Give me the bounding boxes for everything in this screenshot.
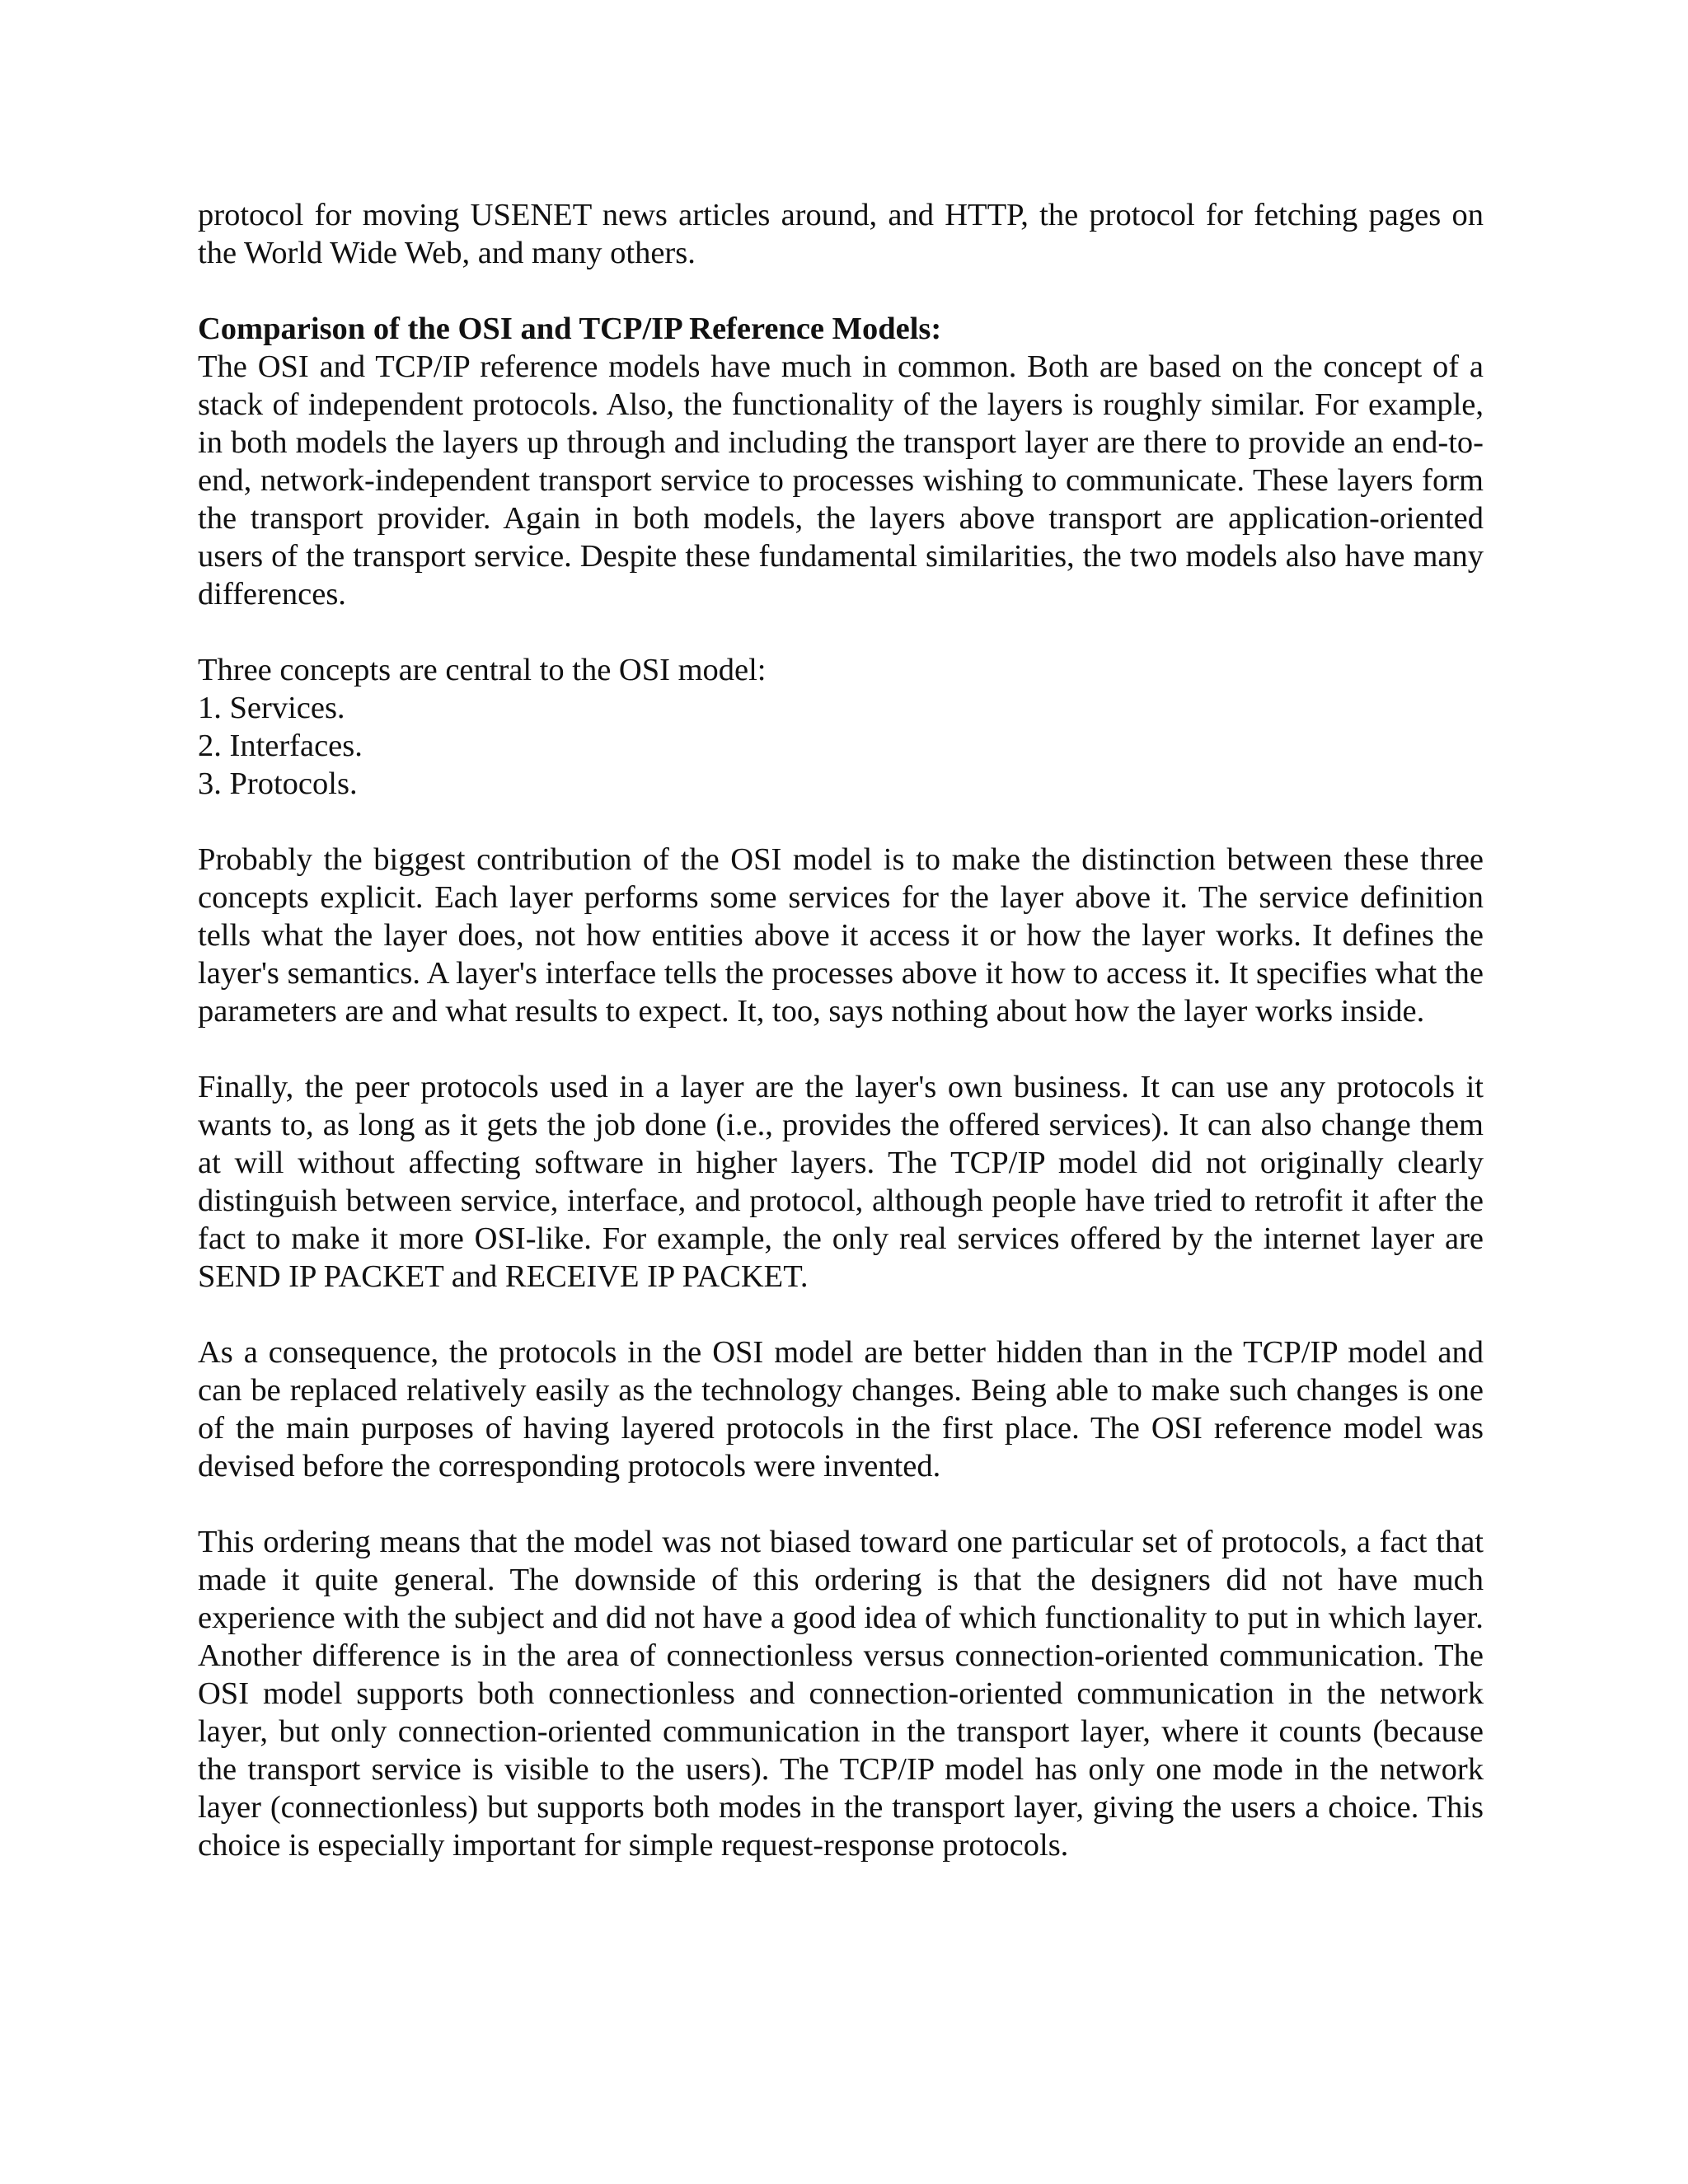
consequence-paragraph: As a consequence, the protocols in the OSI model are better hidden than in the TCP/IP model and can be replaced relatively easily as the technology changes. Being able to make such changes is one of the main purposes of having layered protocols in the first place. The OSI reference model was devised before the corresponding protocols were invented. (198, 1335, 1484, 1483)
intro-paragraph: protocol for moving USENET news articles around, and HTTP, the protocol for fetching pages on the World Wide Web, and many others. (198, 198, 1484, 270)
concepts-intro: Three concepts are central to the OSI model: (198, 653, 767, 687)
distinction-paragraph: Probably the biggest contribution of the OSI model is to make the distinction between these three concepts explicit. Each layer performs some services for the layer above it. The service definition tells what the layer does, not how entities above it access it or how the layer works. It defines the layer's semantics. A layer's interface tells the processes above it how to access it. It specifies what the parameters are and what results to expect. It, too, says nothing about how the layer works inside. (198, 842, 1484, 1029)
peer-protocols-paragraph: Finally, the peer protocols used in a layer are the layer's own business. It can use any protocols it wants to, as long as it gets the job done (i.e., provides the offered services). It can also change them at will without affecting software in higher layers. The TCP/IP model did not originally clearly distinguish between service, interface, and protocol, although people have tried to retrofit it after the fact to make it more OSI-like. For example, the only real services offered by the internet layer are SEND IP PACKET and RECEIVE IP PACKET. (198, 1070, 1484, 1294)
concepts-list (198, 689, 1484, 803)
list-item: 3. Protocols. (198, 766, 358, 801)
document-page (198, 196, 1484, 1864)
connectionless-paragraph: Another difference is in the area of connectionless versus connection-oriented communication. The OSI model supports both connectionless and connection-oriented communication in the network layer, but only connection-oriented communication in the transport layer, where it counts (because the transport service is visible to the users). The TCP/IP model has only one mode in the network layer (connectionless) but supports both modes in the transport layer, giving the users a choice. This choice is especially important for simple request-response protocols. (198, 1638, 1484, 1863)
ordering-paragraph: This ordering means that the model was not biased toward one particular set of protocols, a fact that made it quite general. The downside of this ordering is that the designers did not have much experience with the subject and did not have a good idea of which functionality to put in which layer. (198, 1525, 1484, 1635)
section-heading: Comparison of the OSI and TCP/IP Reference Models: (198, 312, 942, 346)
list-item: 1. Services. (198, 691, 345, 725)
comparison-paragraph: The OSI and TCP/IP reference models have much in common. Both are based on the concept of a stack of independent protocols. Also, the functionality of the layers is roughly similar. For example, in both models the layers up through and including the transport layer are there to provide an end-to-end, network-independent transport service to processes wishing to communicate. These layers form the transport provider. Again in both models, the layers above transport are application-oriented users of the transport service. Despite these fundamental similarities, the two models also have many differences. (198, 349, 1484, 612)
list-item: 2. Interfaces. (198, 729, 363, 763)
